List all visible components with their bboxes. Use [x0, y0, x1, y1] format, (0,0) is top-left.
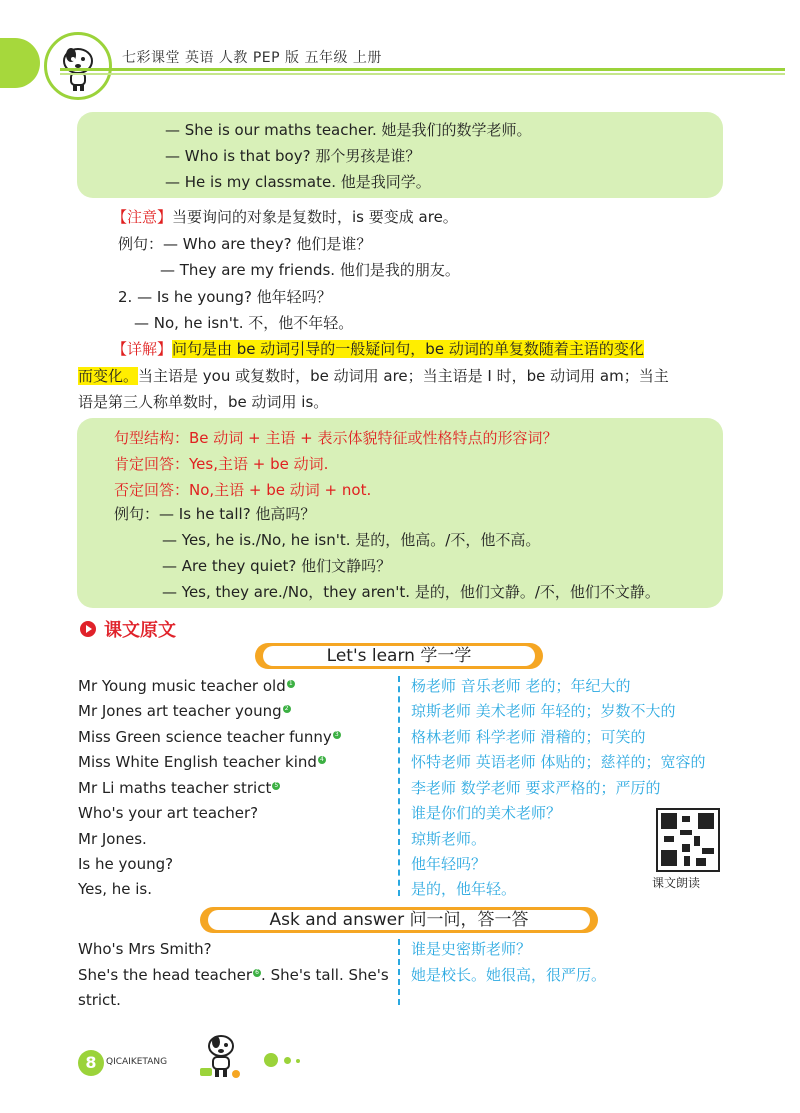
- explain-highlight: 而变化。: [78, 367, 139, 385]
- footnote-marker: 2: [283, 705, 291, 713]
- lets-learn-banner-label: Let's learn 学一学: [263, 646, 535, 666]
- pattern-negative: 否定回答：No,主语 + be 动词 + not.: [114, 481, 372, 499]
- decor-dot: [296, 1059, 300, 1063]
- explain-line-1: [112, 339, 644, 359]
- note-example-2: — They are my friends. 他们是我的朋友。: [160, 261, 460, 279]
- footnote-marker: 5: [272, 782, 280, 790]
- example-label: 例句：: [114, 505, 160, 523]
- pattern-example-3: — Are they quiet? 他们文静吗？: [162, 557, 392, 575]
- explain-tag: 【详解】: [112, 340, 173, 358]
- note-text: 当要询问的对象是复数时，is 要变成 are。: [172, 208, 458, 226]
- example-panel: [77, 112, 723, 198]
- note-paragraph: [112, 207, 458, 227]
- dialog-zh: 她是校长。她很高，很严厉。: [411, 966, 607, 984]
- pattern-example-1: [114, 504, 315, 524]
- qr-label: 课文朗读: [652, 876, 701, 890]
- example-text: — Is he tall? 他高吗？: [159, 505, 316, 523]
- footnote-marker: 1: [287, 680, 295, 688]
- note-example-1: [118, 234, 371, 254]
- vocab-row: [78, 752, 326, 772]
- section-title: 课文原文: [104, 620, 176, 641]
- page-number: 8: [78, 1050, 104, 1076]
- column-divider: [398, 939, 400, 1005]
- vocab-row: [78, 676, 295, 696]
- decor-dot: [264, 1053, 278, 1067]
- column-divider: [398, 676, 400, 896]
- explain-text: 当主语是 you 或复数时，be 动词用 are；当主语是 I 时，be 动词用 am；当主: [138, 367, 669, 385]
- dialog-en-part: . She's tall. She's: [261, 966, 389, 984]
- vocab-zh: 杨老师 音乐老师 老的；年纪大的: [411, 677, 631, 695]
- vocab-en: Mr Jones art teacher young: [78, 702, 282, 720]
- dialog-zh: 琼斯老师。: [411, 830, 487, 848]
- example-line: — He is my classmate. 他是我同学。: [165, 173, 431, 191]
- header-rule-thin: [60, 73, 785, 75]
- dialog-en: Who's Mrs Smith?: [78, 940, 212, 958]
- explain-line-3: 语是第三人称单数时，be 动词用 is。: [78, 393, 329, 411]
- dialog-en: Mr Jones.: [78, 830, 147, 848]
- ask-answer-banner: [200, 907, 598, 933]
- item-2-answer: — No, he isn't. 不，他不年轻。: [134, 314, 354, 332]
- qr-code[interactable]: [656, 808, 720, 872]
- footnote-marker: 4: [318, 756, 326, 764]
- mascot-logo: [44, 32, 112, 100]
- ask-answer-banner-label: Ask and answer 问一问，答一答: [208, 910, 590, 930]
- dialog-zh: 谁是你们的美术老师？: [411, 804, 562, 822]
- vocab-zh: 怀特老师 英语老师 体贴的；慈祥的；宽容的: [411, 753, 706, 771]
- dialog-en: Who's your art teacher?: [78, 804, 259, 822]
- example-label: 例句：: [118, 235, 164, 253]
- vocab-row: [78, 778, 280, 798]
- header-decoration: [0, 38, 40, 88]
- footnote-marker: 6: [253, 969, 261, 977]
- vocab-en: Miss Green science teacher funny: [78, 728, 332, 746]
- footnote-marker: 3: [333, 731, 341, 739]
- vocab-en: Mr Young music teacher old: [78, 677, 286, 695]
- lets-learn-banner: [255, 643, 543, 669]
- decor-dot: [284, 1057, 291, 1064]
- dialog-en: strict.: [78, 991, 121, 1009]
- example-text: — Who are they? 他们是谁？: [163, 235, 372, 253]
- play-icon: [80, 621, 96, 637]
- vocab-zh: 格林老师 科学老师 滑稽的；可笑的: [411, 728, 646, 746]
- dialog-en: [78, 965, 389, 985]
- footer-mascot: [196, 1030, 246, 1086]
- dialog-zh: 他年轻吗？: [411, 855, 487, 873]
- dialog-en: Yes, he is.: [78, 880, 153, 898]
- vocab-zh: 琼斯老师 美术老师 年轻的；岁数不大的: [411, 702, 676, 720]
- dialog-en-part: She's the head teacher: [78, 966, 253, 984]
- vocab-row: [78, 701, 291, 721]
- vocab-zh: 李老师 数学老师 要求严格的；严厉的: [411, 779, 661, 797]
- item-2-question: 2. — Is he young? 他年轻吗？: [118, 288, 332, 306]
- vocab-en: Mr Li maths teacher strict: [78, 779, 272, 797]
- example-line: — Who is that boy? 那个男孩是谁？: [165, 147, 421, 165]
- explain-highlight: 问句是由 be 动词引导的一般疑问句，be 动词的单复数随着主语的变化: [172, 340, 644, 358]
- dialog-en: Is he young?: [78, 855, 174, 873]
- explain-line-2: [78, 366, 669, 386]
- vocab-row: [78, 727, 341, 747]
- dialog-zh: 谁是史密斯老师？: [411, 940, 532, 958]
- header-title: 七彩课堂 英语 人教 PEP 版 五年级 上册: [122, 50, 382, 66]
- pattern-structure: 句型结构：Be 动词 + 主语 + 表示体貌特征或性格特点的形容词？: [114, 429, 558, 447]
- brand-label: QICAIKETANG: [106, 1057, 168, 1067]
- pattern-example-4: — Yes, they are./No，they aren't. 是的，他们文静。/不，他们不文静。: [162, 583, 660, 601]
- pattern-positive: 肯定回答：Yes,主语 + be 动词.: [114, 455, 329, 473]
- pattern-panel: [77, 418, 723, 608]
- note-tag: 【注意】: [112, 208, 173, 226]
- vocab-en: Miss White English teacher kind: [78, 753, 317, 771]
- dialog-zh: 是的，他年轻。: [411, 880, 517, 898]
- example-line: — She is our maths teacher. 她是我们的数学老师。: [165, 121, 532, 139]
- pattern-example-2: — Yes, he is./No, he isn't. 是的，他高。/不，他不高。: [162, 531, 541, 549]
- header-rule: [60, 68, 785, 71]
